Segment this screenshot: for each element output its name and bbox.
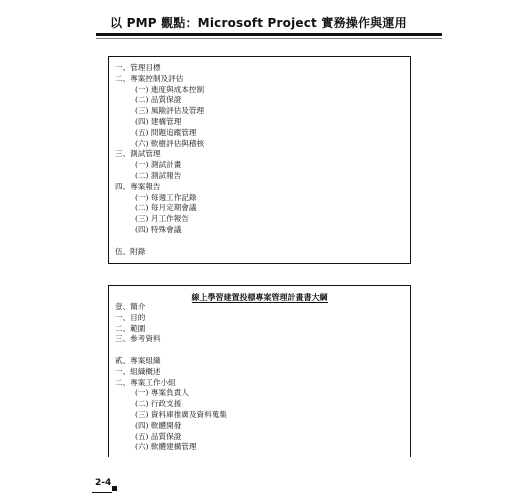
outline-subitem: (六) 軟樹評估與稽核 [135,138,205,148]
outline-heading: 一、組織概述 [115,366,161,376]
page-number-marker [112,486,117,491]
page-header-title: 以 PMP 觀點：Microsoft Project 實務操作與運用 [110,16,407,30]
outline-subitem: (五) 品質保證 [135,431,182,441]
outline-subitem: (三) 月工作報告 [135,214,189,224]
outline-subitem: (一) 進度與成本控制 [135,84,205,94]
outline-heading: 伍、附錄 [115,246,146,256]
outline-subitem: (二) 行政支援 [135,399,182,409]
outline-subitem: (四) 建構管理 [135,116,182,126]
page-number: 2-4 [95,478,112,488]
outline-heading: 二、範圍 [115,323,146,333]
outline-subitem: (二) 品質保證 [135,95,182,105]
outline-subitem: (二) 每月定期會議 [135,203,197,213]
outline-box-continued [108,56,411,264]
outline-heading: 二、專案工作小組 [115,377,176,387]
plan-title-text: 線上學習建置投標專案管理計畫書大綱 [191,292,328,302]
outline-heading: 貳、專案組織 [115,355,161,365]
outline-spacer [115,236,204,247]
outline-heading: 二、專案控制及評估 [115,73,184,83]
outline-box-plan [108,285,411,457]
outline-heading: 三、參考資料 [115,334,161,344]
outline-subitem: (一) 測試計畫 [135,160,182,170]
header-rule-thin [96,38,442,39]
outline-heading: 三、測試管理 [115,149,161,159]
outline-spacer [115,345,227,356]
outline-heading: 一、管理目標 [115,63,161,72]
outline-subitem: (四) 特殊會議 [135,224,182,234]
outline-subitem: (四) 軟體開發 [135,420,182,430]
outline-heading: 一、目的 [115,312,146,322]
outline-subitem: (六) 軟體建構管理 [135,442,197,452]
outline-list [115,63,204,257]
outline-subitem: (一) 每週工作記錄 [135,192,197,202]
header-rule [96,33,442,36]
outline-subitem: (五) 問題追蹤管理 [135,127,197,137]
outline-list [115,302,227,453]
outline-heading: 四、專案報告 [115,181,161,191]
footer-rule [92,492,112,493]
outline-heading: 壹、簡介 [115,302,146,311]
outline-subitem: (三) 資料庫推廣及資料蒐集 [135,409,227,419]
outline-subitem: (三) 風險評估及管理 [135,106,205,116]
outline-subitem: (一) 專案負責人 [135,388,189,398]
outline-subitem: (二) 測試報告 [135,170,182,180]
